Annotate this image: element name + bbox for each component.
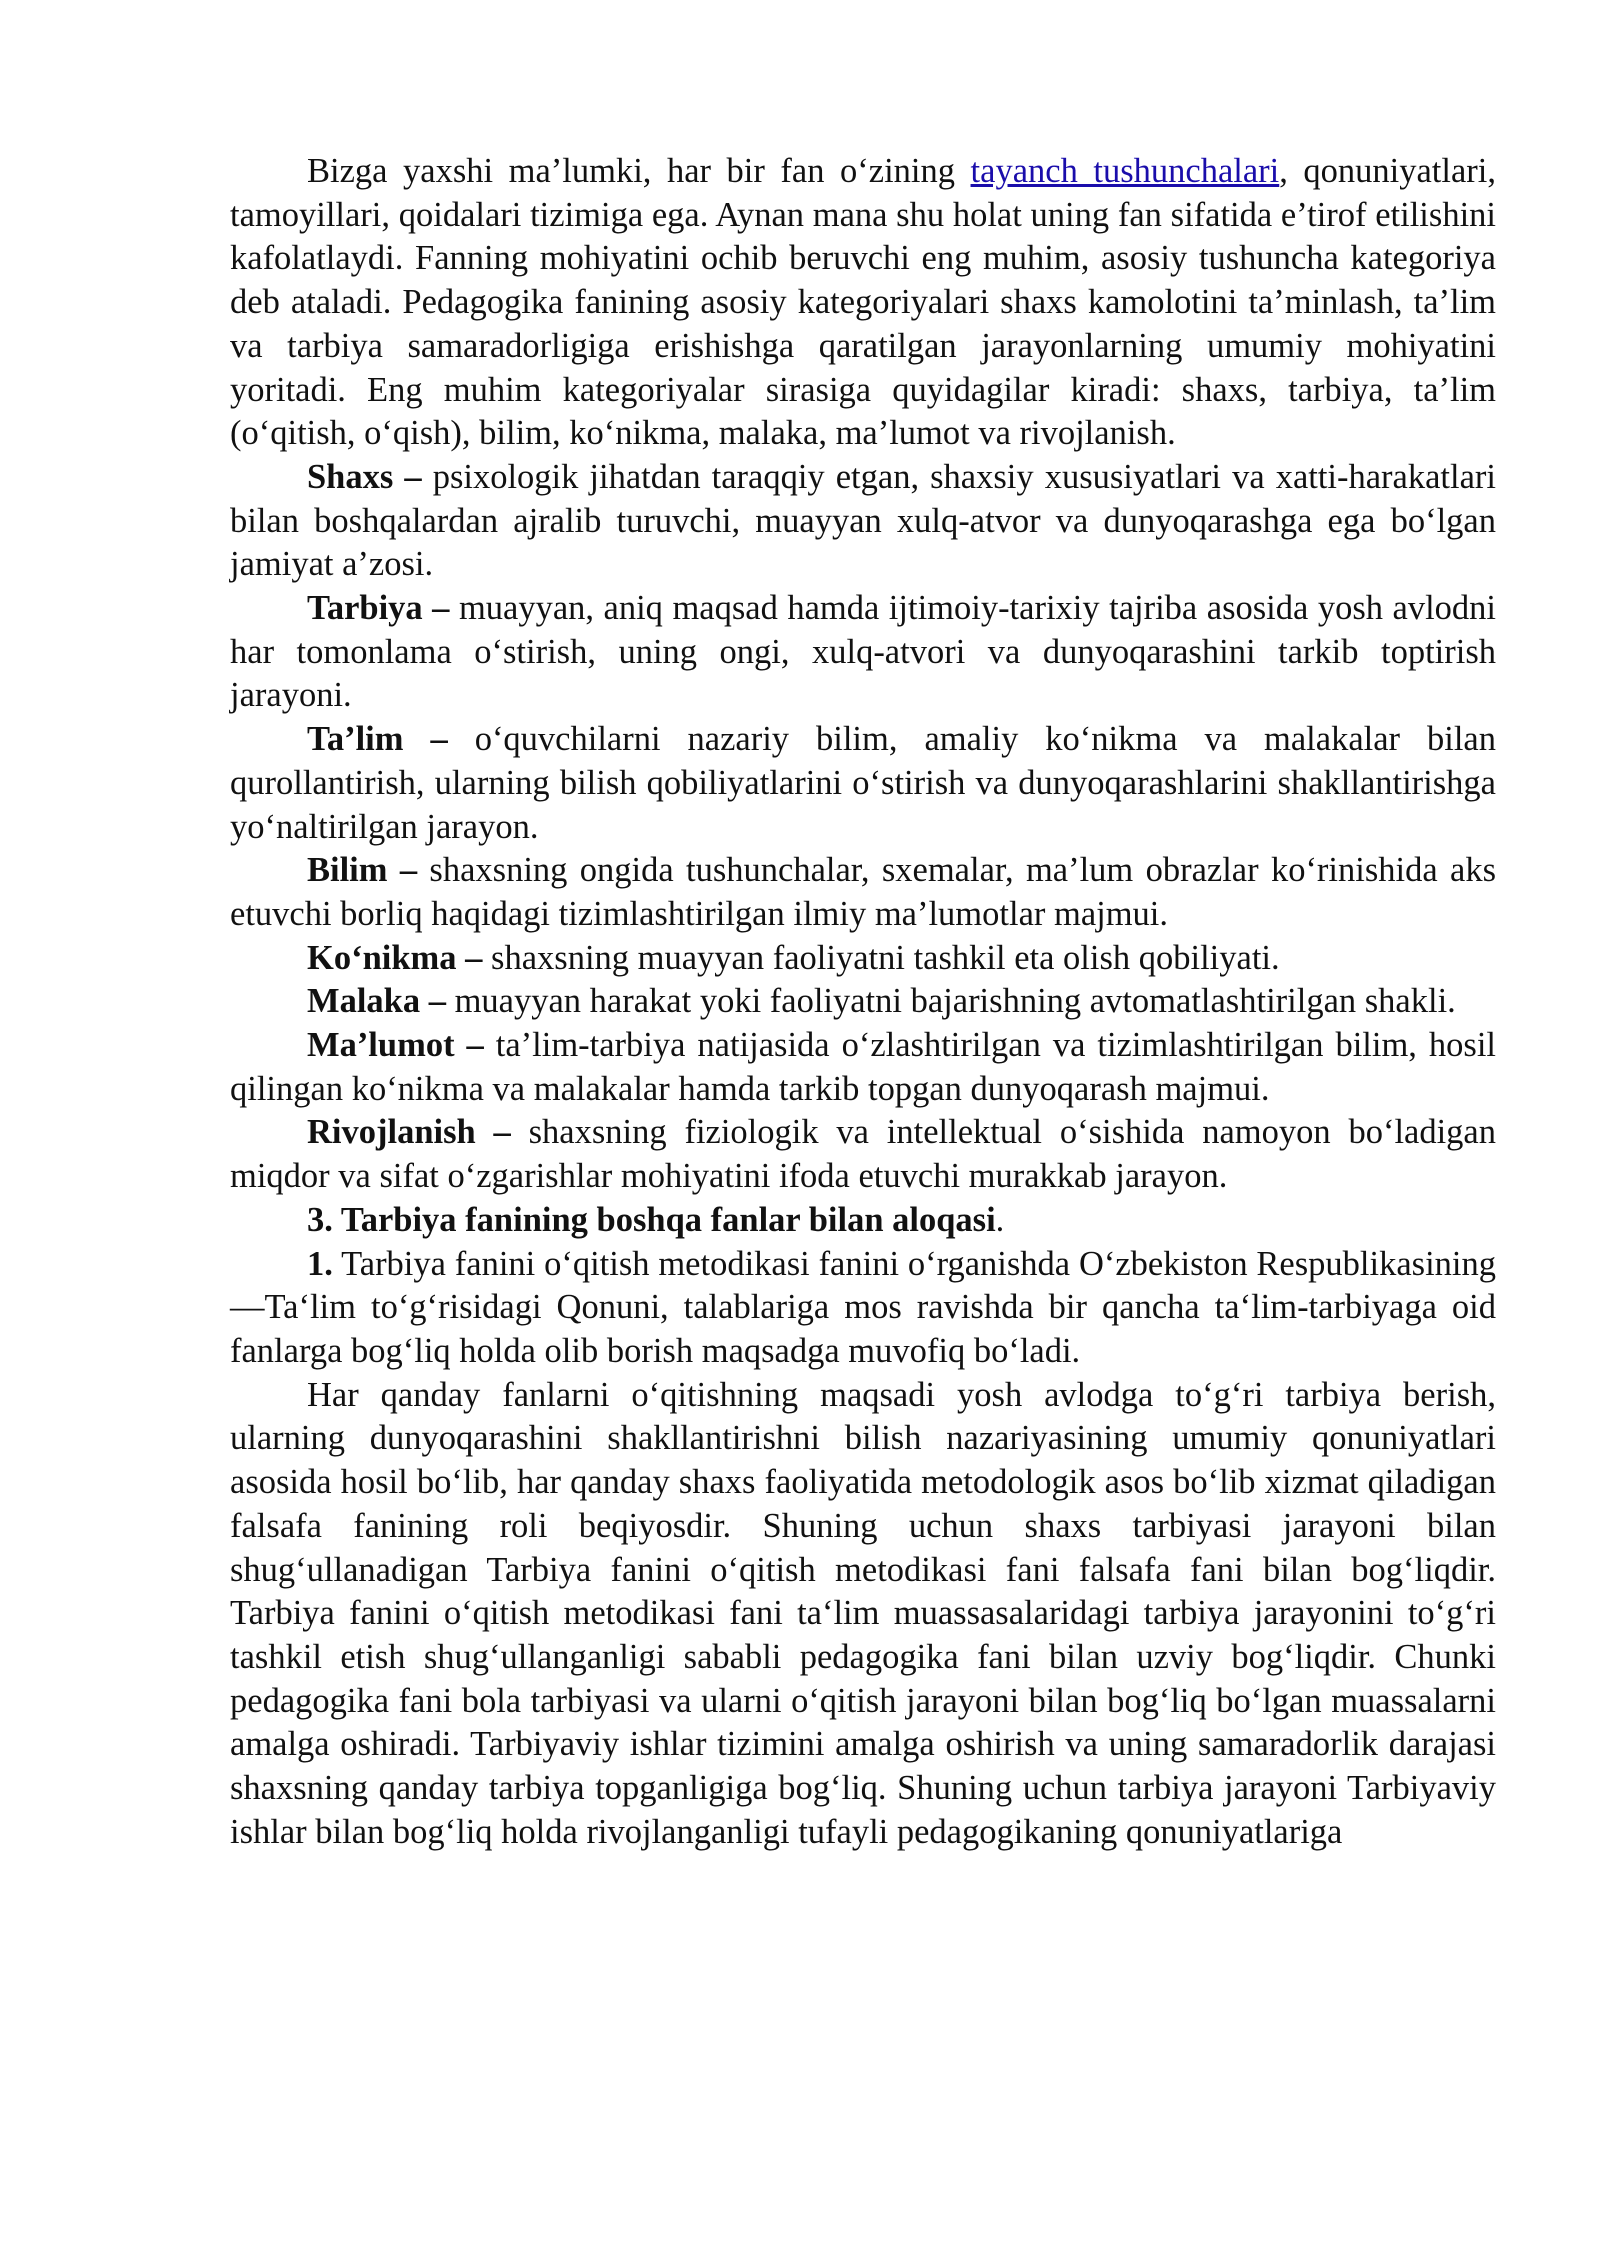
document-page <box>230 150 1496 1854</box>
definition-malumot <box>230 1024 1496 1111</box>
term-malumot: Ma’lumot – <box>307 1026 484 1065</box>
term-shaxs: Shaxs – <box>307 457 422 496</box>
definition-rivojlanish-text: shaxsning fiziologik va intellektual o‘sishida namoyon bo‘ladigan miqdor va sifat o‘zgarishlar mohiyatini ifoda etuvchi murakkab jarayon. <box>230 1113 1496 1196</box>
numbered-item-1 <box>230 1243 1496 1374</box>
intro-text-start: Bizga yaxshi ma’lumki, har bir fan o‘zining <box>307 152 971 190</box>
definition-malaka-text: muayyan harakat yoki faoliyatni bajarishning avtomatlashtirilgan shakli. <box>445 982 1456 1021</box>
definition-bilim <box>230 849 1496 936</box>
intro-paragraph <box>230 150 1496 456</box>
definition-konikma-text: shaxsning muayyan faoliyatni tashkil eta olish qobiliyati. <box>482 938 1280 977</box>
definition-tarbiya <box>230 587 1496 718</box>
term-rivojlanish: Rivojlanish – <box>307 1113 511 1152</box>
item-1-text: Tarbiya fanini o‘qitish metodikasi fanini o‘rganishda O‘zbekiston Respublikasining ―Ta‘lim to‘g‘risidagi Qonuni, talablariga mos ravishda bir qancha ta‘lim-tarbiyaga oid fanlarga bog‘liq holda olib borish maqsadga muvofiq bo‘ladi. <box>230 1244 1496 1370</box>
section-heading <box>230 1199 1496 1243</box>
term-malaka: Malaka – <box>307 982 446 1021</box>
term-konikma: Ko‘nikma – <box>307 938 483 977</box>
definition-talim-text: o‘quvchilarni nazariy bilim, amaliy ko‘nikma va malakalar bilan qurollantirish, ularning bilish qobiliyatlarini o‘stirish va dunyoqarashlarini shakllantirishga yo‘naltirilgan jarayon. <box>230 720 1496 846</box>
definition-malaka <box>230 980 1496 1024</box>
item-number-1: 1. <box>307 1244 333 1283</box>
section-heading-trail: . <box>995 1200 1005 1239</box>
section-heading-title: 3. Tarbiya fanining boshqa fanlar bilan aloqasi <box>307 1200 996 1239</box>
body-paragraph-last-text: Har qanday fanlarni o‘qitishning maqsadi yosh avlodga to‘g‘ri tarbiya berish, ularning dunyoqarashini shakllantirishni bilish nazariyasining umumiy qonuniyatlari asosida hosil bo‘lib, har qanday shaxs faoliyatida metodologik asos bo‘lib xizmat qiladigan falsafa fanining roli beqiyosdir. Shuning uchun shaxs tarbiyasi jarayoni bilan shug‘ullanadigan Tarbiya fanini o‘qitish metodikasi fani falsafa fani bilan bog‘liqdir. Tarbiya fanini o‘qitish metodikasi fani ta‘lim muassasalaridagi tarbiya jarayonini to‘g‘ri tashkil etish shug‘ullanganligi sababli pedagogika fani bilan uzviy bog‘liqdir. Chunki pedagogika fani bola tarbiyasi va ularni o‘qitish jarayoni bilan bog‘liq bo‘lgan muassalarni amalga oshiradi. Tarbiyaviy ishlar tizimini amalga oshirish va uning samaradorlik darajasi shaxsning qanday tarbiya topganligiga bog‘liq. Shuning uchun tarbiya jarayoni Tarbiyaviy ishlar bilan bog‘liq holda rivojlanganligi tufayli pedagogikaning qonuniyatlariga <box>230 1375 1496 1851</box>
term-bilim: Bilim – <box>307 851 418 890</box>
intro-text-end: , qonuniyatlari, tamoyillari, qoidalari tizimiga ega. Aynan mana shu holat uning fan sifatida e’tirof etilishini kafolatlaydi. Fanning mohiyatini ochib beruvchi eng muhim, asosiy tushuncha kategoriya deb ataladi. Pedagogika fanining asosiy kategoriyalari shaxs kamolotini ta’minlash, ta’lim va tarbiya samaradorligiga erishishga qaratilgan jarayonlarning umumiy mohiyatini yoritadi. Eng muhim kategoriyalar sirasiga quyidagilar kiradi: shaxs, tarbiya, ta’lim (o‘qitish, o‘qish), bilim, ko‘nikma, malaka, ma’lumot va rivojlanish. <box>230 152 1496 453</box>
definition-konikma <box>230 937 1496 981</box>
definition-talim <box>230 718 1496 849</box>
term-tarbiya: Tarbiya – <box>307 589 450 628</box>
definition-tarbiya-text: muayyan, aniq maqsad hamda ijtimoiy-tarixiy tajriba asosida yosh avlodni har tomonlama o‘stirish, uning ongi, xulq-atvori va dunyoqarashini tarkib toptirish jarayoni. <box>230 589 1496 715</box>
body-paragraph-last <box>230 1374 1496 1855</box>
definition-malumot-text: ta’lim-tarbiya natijasida o‘zlashtirilgan va tizimlashtirilgan bilim, hosil qilingan ko‘nikma va malakalar hamda tarkib topgan dunyoqarash majmui. <box>230 1026 1496 1108</box>
term-talim: Ta’lim – <box>307 720 448 759</box>
definition-shaxs <box>230 456 1496 587</box>
definition-rivojlanish <box>230 1111 1496 1198</box>
tayanch-tushunchalari-link[interactable]: tayanch tushunchalari <box>970 152 1280 190</box>
definition-bilim-text: shaxsning ongida tushunchalar, sxemalar, ma’lum obrazlar ko‘rinishida aks etuvchi borliq haqidagi tizimlashtirilgan ilmiy ma’lumotlar majmui. <box>230 851 1496 933</box>
definition-shaxs-text: psixologik jihatdan taraqqiy etgan, shaxsiy xususiyatlari va xatti-harakatlari bilan boshqalardan ajralib turuvchi, muayyan xulq-atvor va dunyoqarashga ega bo‘lgan jamiyat a’zosi. <box>230 457 1496 584</box>
